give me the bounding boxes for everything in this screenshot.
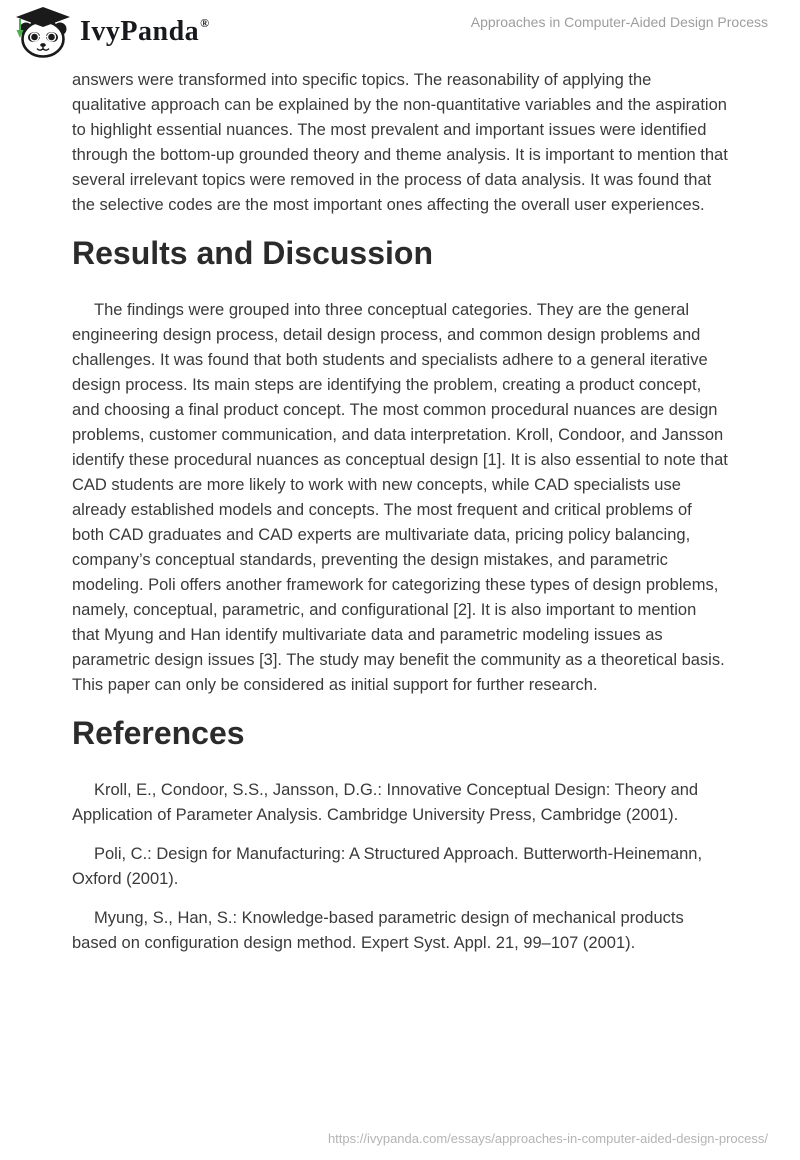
panda-graduate-icon: [13, 6, 73, 58]
logo-wordmark: [80, 16, 210, 48]
section-heading-results: Results and Discussion: [72, 235, 433, 271]
section-heading-references: References: [72, 715, 245, 751]
document-title: Approaches in Computer-Aided Design Process: [470, 14, 768, 30]
document-body: [72, 68, 728, 970]
intro-paragraph: answers were transformed into specific topics. The reasonability of applying the qualitative approach can be explained by the non-quantitative variables and the aspiration to highlight essential nuances. The most prevalent and important issues were identified through the bottom-up grounded theory and theme analysis. It is important to mention that several irrelevant topics were removed in the process of data analysis. It was found that the selective codes are the most important ones affecting the overall user experiences.: [72, 71, 728, 214]
registered-mark: ®: [200, 16, 210, 30]
reference-item-2: Poli, C.: Design for Manufacturing: A Structured Approach. Butterworth-Heinemann, Oxford (2001).: [72, 845, 703, 888]
logo-text: IvyPanda: [80, 16, 200, 47]
reference-item-1: Kroll, E., Condoor, S.S., Jansson, D.G.: Innovative Conceptual Design: Theory and Application of Parameter Analysis. Cambridge University Press, Cambridge (2001).: [72, 781, 699, 824]
footer-url: https://ivypanda.com/essays/approaches-in-computer-aided-design-process/: [327, 1131, 768, 1146]
ivypanda-logo: [13, 6, 210, 58]
reference-item-3: Myung, S., Han, S.: Knowledge-based parametric design of mechanical products based on configuration design method. Expert Syst. Appl. 21, 99–107 (2001).: [72, 909, 684, 952]
results-paragraph: The findings were grouped into three conceptual categories. They are the general engineering design process, detail design process, and common design problems and challenges. It was found that both students and specialists adhere to a general iterative design process. Its main steps are identifying the problem, creating a product concept, and choosing a final product concept. The most common procedural nuances are design problems, customer communication, and data interpretation. Kroll, Condoor, and Jansson identify these procedural nuances as conceptual design [1]. It is also essential to note that CAD students are more likely to work with new concepts, while CAD specialists use already established models and concepts. The most frequent and critical problems of both CAD graduates and CAD experts are multivariate data, pricing policy balancing, company’s conceptual standards, preventing the design mistakes, and parametric modeling. Poli offers another framework for categorizing these types of design problems, namely, conceptual, parametric, and configurational [2]. It is also important to mention that Myung and Han identify multivariate data and parametric modeling issues as parametric design issues [3]. The study may benefit the community as a theoretical basis. This paper can only be considered as initial support for further research.: [72, 301, 728, 694]
